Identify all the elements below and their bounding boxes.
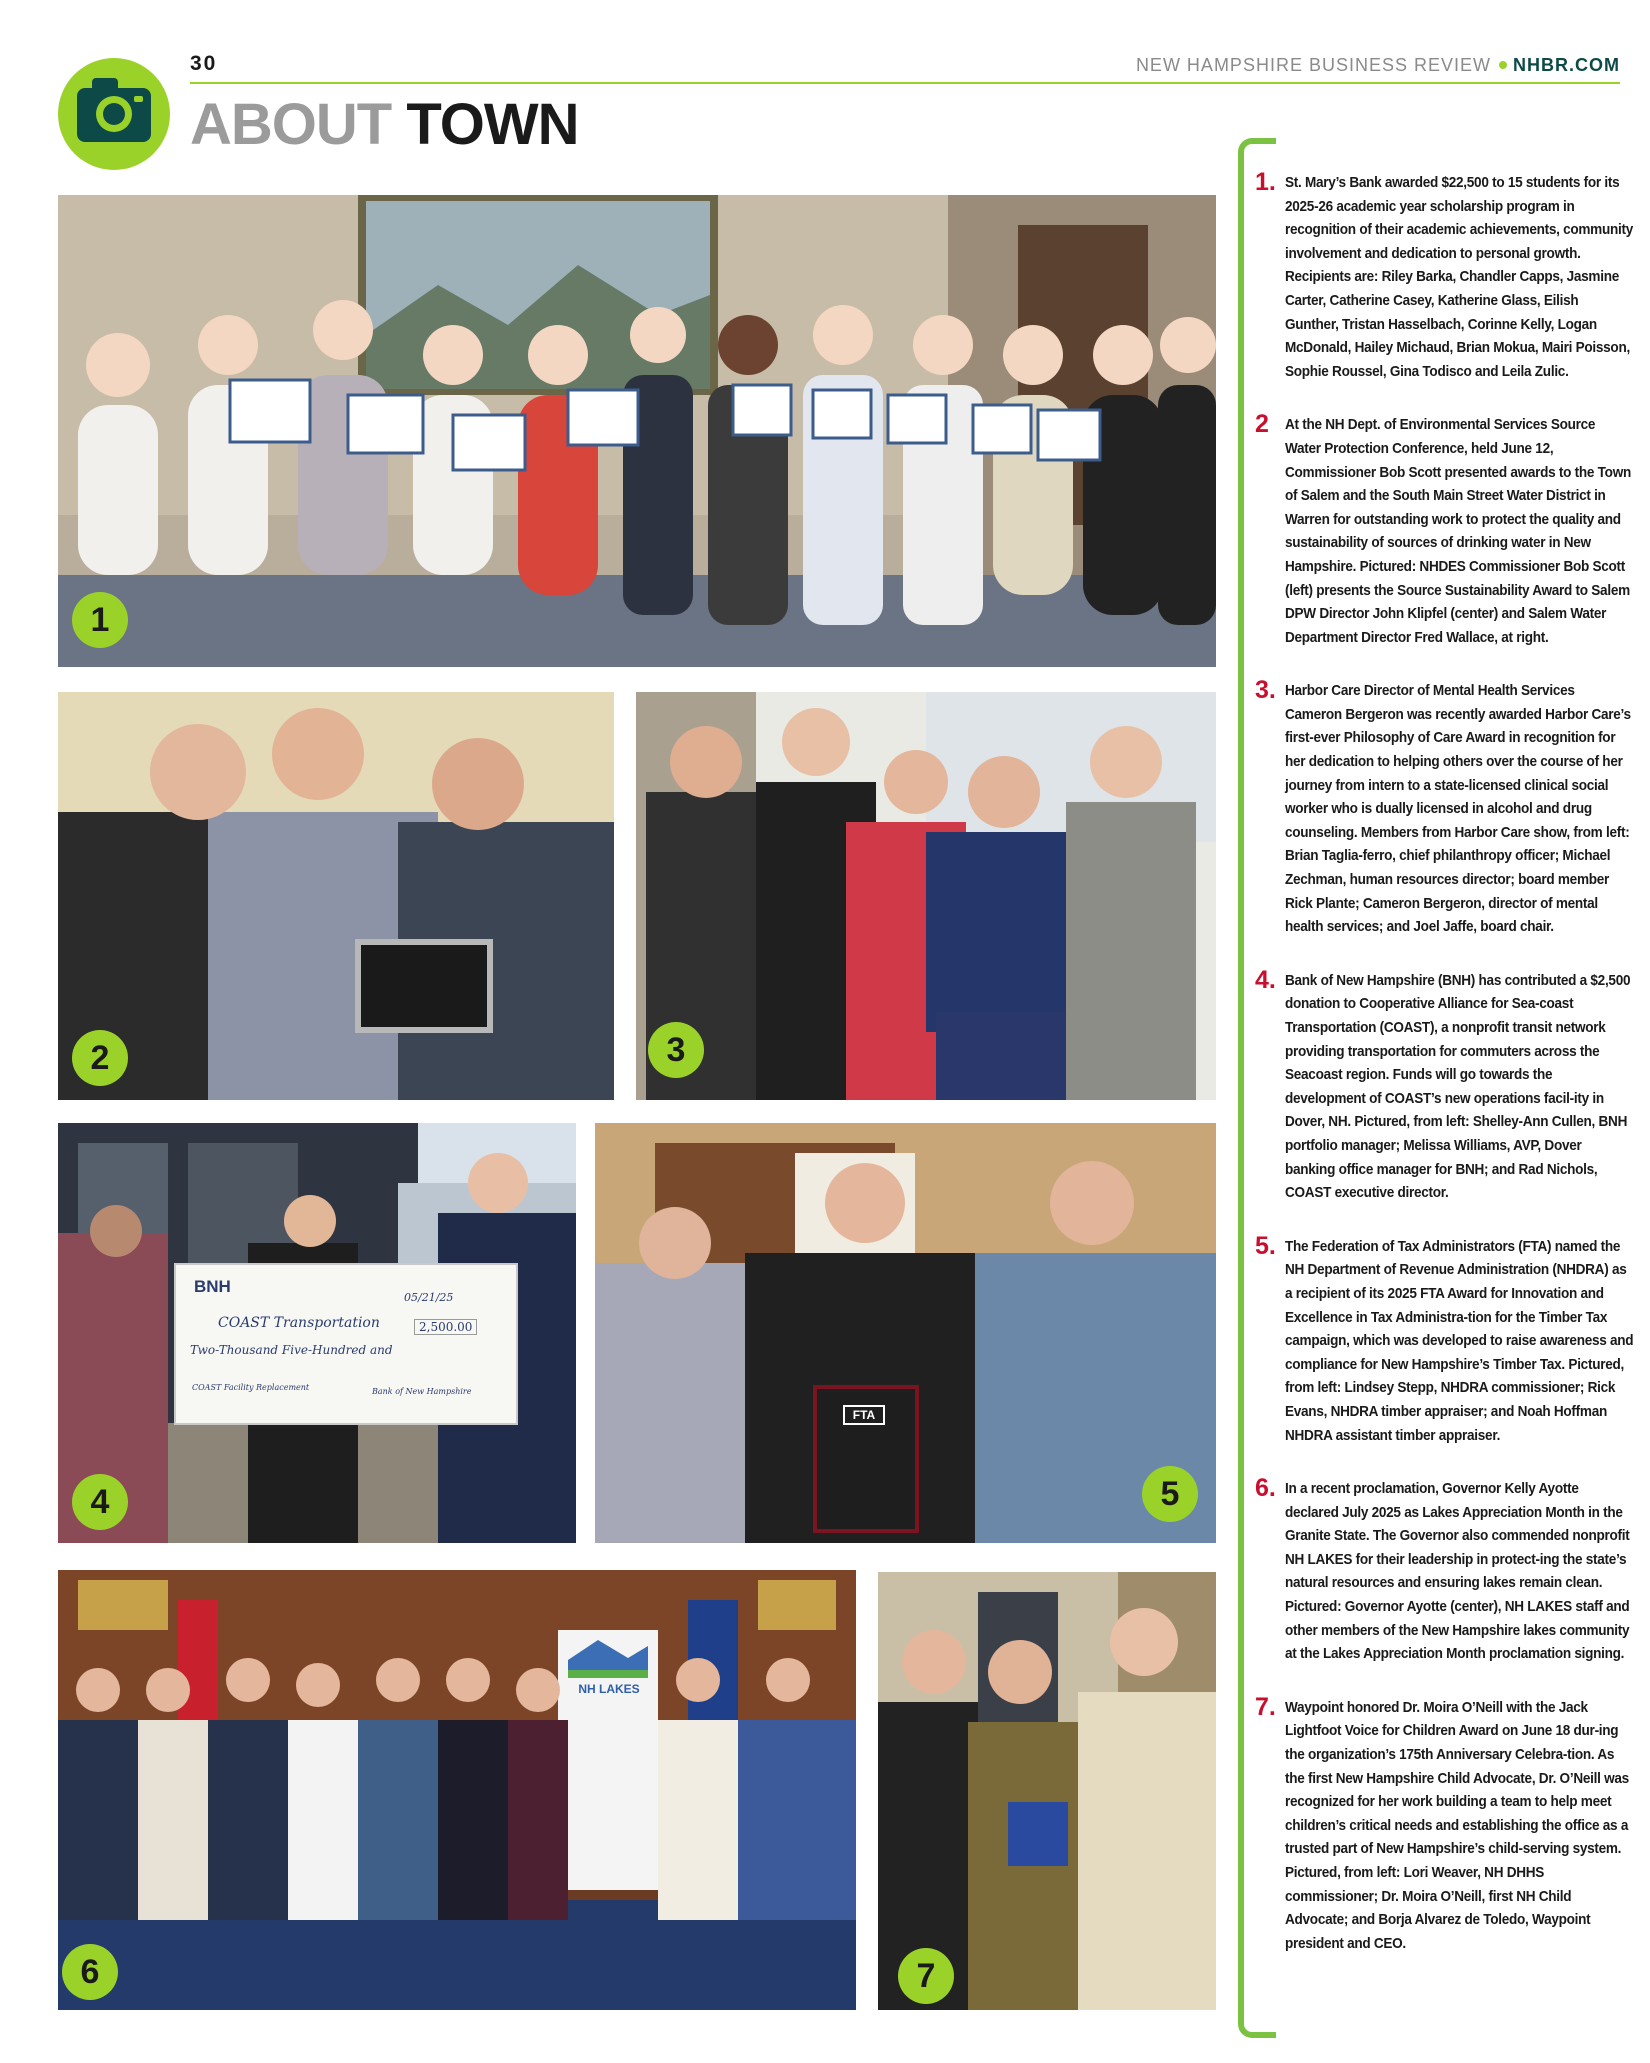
photo-5 [595,1123,1216,1543]
photo-number-3: 3 [648,1022,704,1078]
photo-number-2: 2 [72,1030,128,1086]
bullet-dot-icon [1499,61,1507,69]
caption-text: Bank of New Hampshire (BNH) has contributed a $2,500 donation to Cooperative Alliance for Sea-coast Transportation (COAST), a nonprofit transit network providing transportation for commuters across the Seacoast region. Funds will go towards the development of COAST’s new operations facil-ity in Dover, NH. Pictured, from left: Shelley-Ann Cullen, BNH portfolio manager; Melissa Williams, AVP, Dover banking office manager for BNH; and Rad Nichols, COAST executive director. [1285,972,1631,1202]
caption-4 [1255,965,1635,1206]
photo-1 [58,195,1216,667]
caption-number: 4. [1255,965,1276,994]
publication-name: NEW HAMPSHIRE BUSINESS REVIEW [1135,55,1491,75]
caption-text: At the NH Dept. of Environmental Services Source Water Protection Conference, held June 12, Commissioner Bob Scott presented awards to the Town of Salem and the South Main Street Water District in Warren for outstanding work to protect the quality and sustainability of sources of drinking water in New Hampshire. Pictured: NHDES Commissioner Bob Scott (left) presents the Source Sustainability Award to Salem DPW Director John Klipfel (center) and Salem Water Department Director Fred Wallace, at right. [1285,417,1631,646]
oversized-check [174,1263,518,1425]
check-written-amount: Two-Thousand Five-Hundred and [190,1343,393,1357]
caption-number: 5. [1255,1231,1276,1260]
photo-number-1: 1 [72,592,128,648]
caption-number: 2 [1255,410,1269,439]
caption-text: Harbor Care Director of Mental Health Services Cameron Bergeron was recently awarded Harbor Care’s first-ever Philosophy of Care Award in recognition for her dedication to helping others over the course of her journey from intern to a state-licensed clinical social worker who is dually licensed in alcohol and drug counseling. Members from Harbor Care show, from left: Brian Taglia-ferro, chief philanthropy officer; Michael Zechman, human resources director; board member Rick Plante; Cameron Bergeron, director of mental health services; and Joel Jaffe, board chair. [1285,683,1631,936]
check-payee: COAST Transportation [218,1315,380,1331]
caption-text: In a recent proclamation, Governor Kelly Ayotte declared July 2025 as Lakes Appreciation Month in the Granite State. The Governor also commended nonprofit NH LAKES for their leadership in protect-ing the state’s natural resources and ensuring lakes remain clean. Pictured: Governor Ayotte (center), NH LAKES staff and other members of the New Hampshire lakes community at the Lakes Appreciation Month proclamation signing. [1285,1481,1630,1663]
photo-6 [58,1570,856,2010]
caption-text: Waypoint honored Dr. Moira O’Neill with the Jack Lightfoot Voice for Children Award on June 18 dur-ing the organization’s 175th Anniversary Celebra-tion. As the first New Hampshire Child Advocate, Dr. O’Neill was recognized for her work building a team to help meet children’s critical needs and establishing the office as a trusted part of New Hampshire’s child-serving system. Pictured, from left: Lori Weaver, NH DHHS commissioner; Dr. Moira O’Neill, first NH Child Advocate; and Borja Alvarez de Toledo, Waypoint president and CEO. [1285,1699,1629,1952]
section-title-light: ABOUT [190,92,392,157]
check-memo: COAST Facility Replacement [192,1383,310,1392]
caption-text: St. Mary’s Bank awarded $22,500 to 15 students for its 2025-26 academic year scholarship program in recognition of their academic achievements, community involvement and dedication to personal growth. Recipients are: Riley Barka, Chandler Capps, Jasmine Carter, Catherine Casey, Katherine Glass, Eilish Gunther, Tristan Hasselbach, Corinne Kelly, Logan McDonald, Hailey Michaud, Brian Mokua, Mairi Poisson, Sophie Roussel, Gina Todisco and Leila Zulic. [1285,175,1633,380]
caption-3 [1255,676,1635,940]
page-number: 30 [190,52,218,75]
caption-1 [1255,168,1635,384]
section-title [190,92,579,157]
caption-number: 7. [1255,1692,1276,1721]
caption-text: The Federation of Tax Administrators (FTA) named the NH Department of Revenue Administration (NHDRA) as a recipient of its 2025 FTA Award for Innovation and Excellence in Tax Administra-tion for the Timber Tax campaign, which was developed to raise awareness and compliance for New Hampshire’s Timber Tax. Pictured, from left: Lindsey Stepp, NHDRA commissioner; Rick Evans, NHDRA timber appraiser; and Noah Hoffman NHDRA assistant timber appraiser. [1285,1238,1634,1444]
website-link[interactable]: NHBR.COM [1513,55,1620,75]
check-amount: 2,500.00 [414,1319,477,1335]
photo-4 [58,1123,576,1543]
nh-lakes-sign: NH LAKES [578,1682,640,1696]
caption-5 [1255,1231,1635,1448]
caption-number: 1. [1255,168,1276,196]
caption-bracket [1238,138,1256,2038]
caption-number: 3. [1255,676,1276,705]
photo-number-7: 7 [898,1948,954,2004]
photo-number-4: 4 [72,1474,128,1530]
photo-7 [878,1572,1216,2010]
masthead [1136,55,1620,76]
caption-number: 6. [1255,1474,1276,1503]
photo-3 [636,692,1216,1100]
photo-2 [58,692,614,1100]
check-signature: Bank of New Hampshire [372,1387,472,1396]
fta-logo: FTA [843,1405,885,1425]
captions-column [1255,168,1635,1986]
header-rule [190,82,1620,84]
caption-2 [1255,410,1635,650]
check-date: 05/21/25 [404,1291,454,1304]
caption-6 [1255,1474,1635,1667]
photo-number-6: 6 [62,1944,118,2000]
section-title-dark: TOWN [406,92,579,157]
fta-plaque [813,1385,919,1533]
caption-7 [1255,1692,1635,1957]
photo-number-5: 5 [1142,1466,1198,1522]
bnh-logo: BNH [194,1277,231,1296]
camera-icon [58,58,170,170]
